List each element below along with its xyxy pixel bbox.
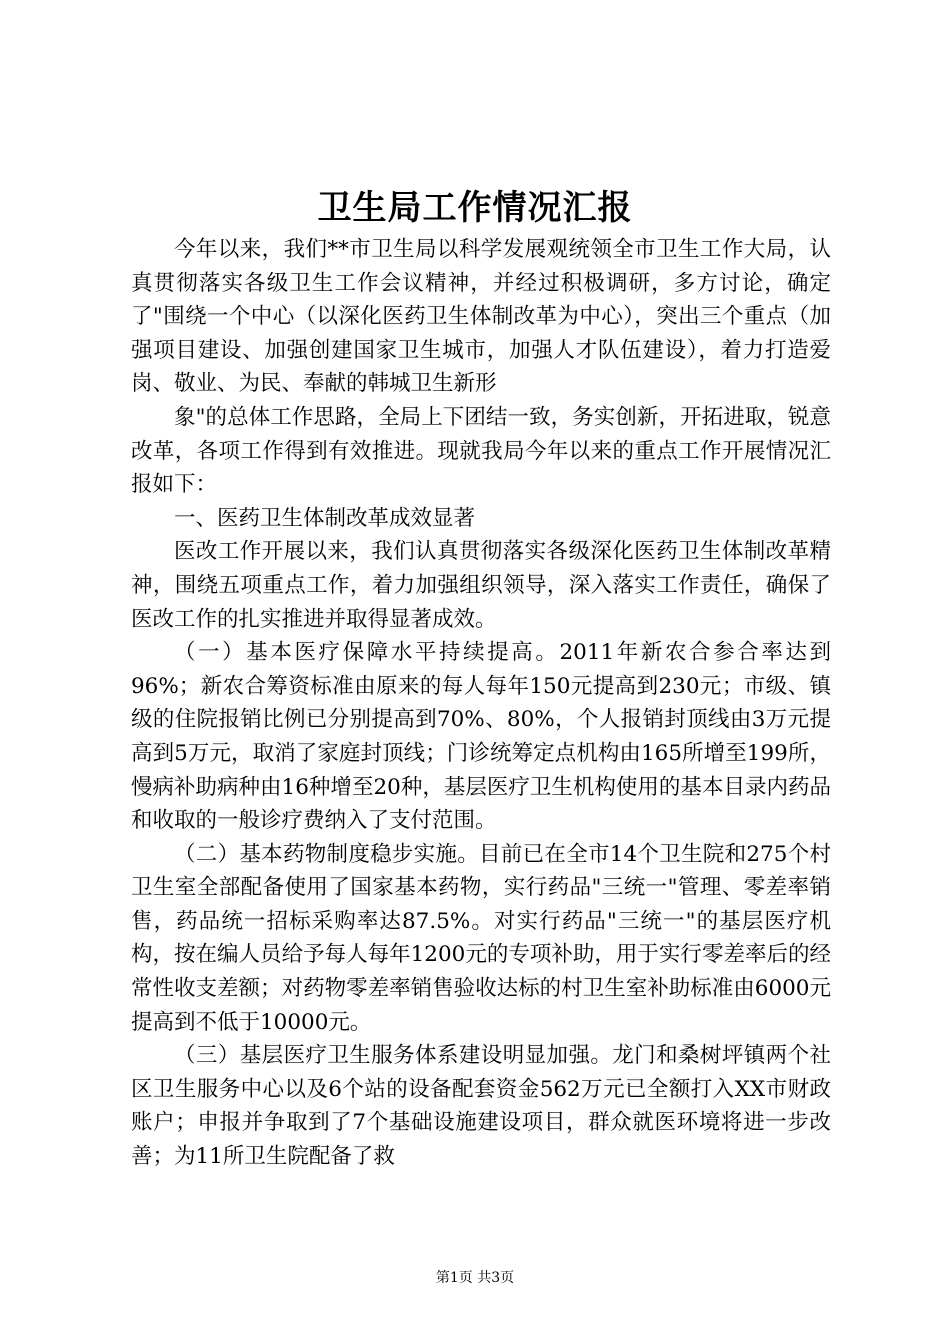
document-title: 卫生局工作情况汇报: [317, 188, 633, 228]
paragraph-intro: 今年以来，我们**市卫生局以科学发展观统领全市卫生工作大局，认真贯彻落实各级卫生工作会议精神，并经过积极调研，多方讨论，确定了"围绕一个中心（以深化医药卫生体制改革为中心），突出三个重点（加强项目建设、加强创建国家卫生城市，加强人才队伍建设），着力打造爱岗、敬业、为民、奉献的韩城卫生新形: [131, 237, 831, 397]
paragraph-subsection-3: （三）基层医疗卫生服务体系建设明显加强。龙门和桑树坪镇两个社区卫生服务中心以及6个站的设备配套资金562万元已全额打入XX市财政账户；申报并争取到了7个基础设施建设项目，群众就医环境将进一步改善；为11所卫生院配备了救: [131, 1043, 831, 1170]
page-footer: 第1页 共3页: [435, 1270, 515, 1286]
document-body: [131, 233, 831, 1174]
section-heading-1: 一、医药卫生体制改革成效显著: [174, 505, 476, 531]
paragraph-section-1-summary: 医改工作开展以来，我们认真贯彻落实各级深化医药卫生体制改革精神，围绕五项重点工作，着力加强组织领导，深入落实工作责任，确保了医改工作的扎实推进并取得显著成效。: [131, 539, 831, 632]
paragraph-intro-continued: 象"的总体工作思路，全局上下团结一致，务实创新，开拓进取，锐意改革，各项工作得到有效推进。现就我局今年以来的重点工作开展情况汇报如下：: [131, 404, 831, 498]
paragraph-subsection-2: （二）基本药物制度稳步实施。目前已在全市14个卫生院和275个村卫生室全部配备使用了国家基本药物，实行药品"三统一"管理、零差率销售，药品统一招标采购率达87.5%。对实行药品"三统一"的基层医疗机构，按在编人员给予每人每年1200元的专项补助，用于实行零差率后的经常性收支差额；对药物零差率销售验收达标的村卫生室补助标准由6000元提高到不低于10000元。: [131, 841, 831, 1035]
paragraph-subsection-1: （一）基本医疗保障水平持续提高。2011年新农合参合率达到96%；新农合筹资标准由原来的每人每年150元提高到230元；市级、镇级的住院报销比例已分别提高到70%、80%，个人报销封顶线由3万元提高到5万元，取消了家庭封顶线；门诊统筹定点机构由165所增至199所，慢病补助病种由16种增至20种，基层医疗卫生机构使用的基本目录内药品和收取的一般诊疗费纳入了支付范围。: [131, 640, 831, 834]
